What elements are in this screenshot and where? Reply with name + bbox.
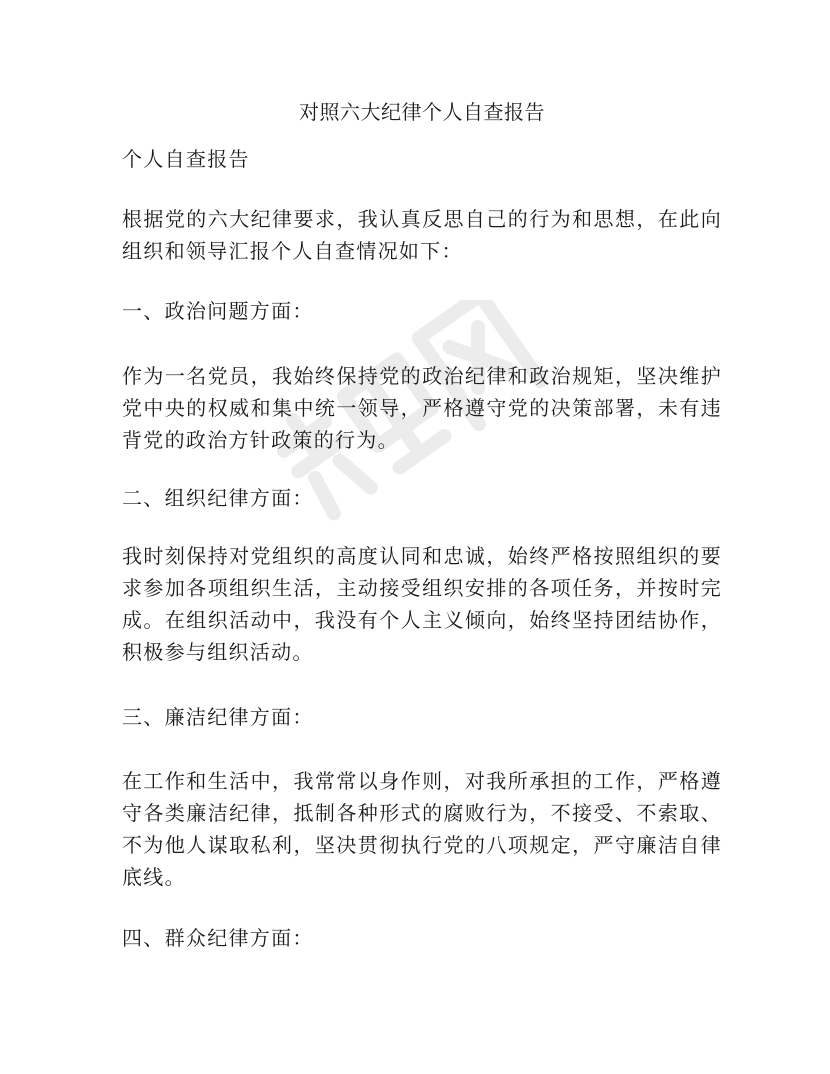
document-subtitle: 个人自查报告 bbox=[122, 147, 250, 171]
section-heading-organization: 二、组织纪律方面： bbox=[122, 486, 314, 510]
section-heading-integrity: 三、廉洁纪律方面： bbox=[122, 705, 314, 729]
document-title: 对照六大纪律个人自查报告 bbox=[299, 100, 545, 124]
section-body-political: 作为一名党员，我始终保持党的政治纪律和政治规矩，坚决维护党中央的权威和集中统一领导，严格遵守党的决策部署，未有违背党的政治方针政策的行为。 bbox=[122, 364, 722, 452]
section-body-organization: 我时刻保持对党组织的高度认同和忠诚，始终严格按照组织的要求参加各项组织生活，主动接受组织安排的各项任务，并按时完成。在组织活动中，我没有个人主义倾向，始终坚持团结协作，积极参与组织活动。 bbox=[122, 544, 722, 664]
section-heading-political: 一、政治问题方面： bbox=[122, 299, 314, 323]
section-heading-masses: 四、群众纪律方面： bbox=[122, 926, 314, 950]
section-body-integrity: 在工作和生活中，我常常以身作则，对我所承担的工作，严格遵守各类廉洁纪律，抵制各种形式的腐败行为，不接受、不索取、不为他人谋取私利，坚决贯彻执行党的八项规定，严守廉洁自律底线。 bbox=[122, 769, 722, 889]
intro-paragraph: 根据党的六大纪律要求，我认真反思自己的行为和思想，在此向组织和领导汇报个人自查情况如下： bbox=[122, 207, 722, 263]
